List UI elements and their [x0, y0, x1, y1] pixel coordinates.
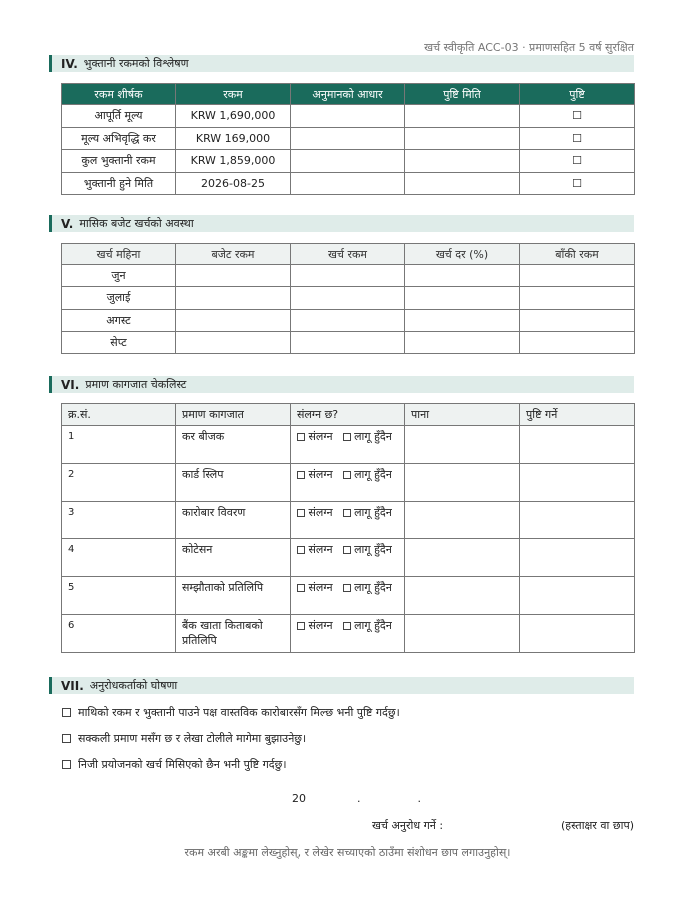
- declaration-item: [62, 705, 400, 720]
- declaration-text: सक्कली प्रमाण मसँग छ र लेखा टोलीले मागेमा बुझाउनेछु।: [78, 732, 307, 745]
- confirm-checkbox[interactable]: ☐: [520, 150, 635, 173]
- attached-label: संलग्न: [308, 543, 333, 557]
- remaining-cell[interactable]: [520, 265, 635, 287]
- section-7-number: VII.: [61, 678, 84, 693]
- table-row: [62, 105, 635, 128]
- column-header: पाना: [405, 404, 520, 426]
- pages-cell[interactable]: [405, 501, 520, 539]
- rate-cell[interactable]: [405, 331, 520, 353]
- attached-checkbox[interactable]: [297, 509, 305, 517]
- column-header: पुष्टि: [520, 84, 635, 105]
- attached-label: संलग्न: [308, 581, 333, 595]
- attached-options: [291, 614, 405, 652]
- not-applicable-checkbox[interactable]: [343, 509, 351, 517]
- column-header: बाँकी रकम: [520, 244, 635, 265]
- attached-label: संलग्न: [308, 618, 333, 632]
- basis-cell[interactable]: [291, 150, 405, 173]
- pages-cell[interactable]: [405, 614, 520, 652]
- verifier-cell[interactable]: [520, 614, 635, 652]
- declaration-item: [62, 757, 287, 772]
- confirm-date-cell[interactable]: [405, 150, 520, 173]
- attached-checkbox[interactable]: [297, 546, 305, 554]
- not-applicable-checkbox[interactable]: [343, 622, 351, 630]
- amount-cell: KRW 1,859,000: [176, 150, 291, 173]
- spent-cell[interactable]: [291, 331, 405, 353]
- column-header: अनुमानको आधार: [291, 84, 405, 105]
- month-cell: जुलाई: [62, 287, 176, 309]
- document-name: सम्झौताको प्रतिलिपि: [176, 577, 291, 615]
- attached-checkbox[interactable]: [297, 584, 305, 592]
- month-cell: जुन: [62, 265, 176, 287]
- column-header: खर्च रकम: [291, 244, 405, 265]
- remaining-cell[interactable]: [520, 331, 635, 353]
- basis-cell[interactable]: [291, 172, 405, 195]
- not-applicable-label: लागू हुँदैन: [354, 618, 392, 632]
- verifier-cell[interactable]: [520, 577, 635, 615]
- section-4-number: IV.: [61, 56, 78, 71]
- confirm-checkbox[interactable]: ☐: [520, 172, 635, 195]
- amount-title-cell: आपूर्ति मूल्य: [62, 105, 176, 128]
- column-header: क्र.सं.: [62, 404, 176, 426]
- attached-checkbox[interactable]: [297, 622, 305, 630]
- column-header: रकम शीर्षक: [62, 84, 176, 105]
- not-applicable-checkbox[interactable]: [343, 546, 351, 554]
- table-row: [62, 309, 635, 331]
- pages-cell[interactable]: [405, 463, 520, 501]
- requester-signature-label: खर्च अनुरोध गर्ने :: [372, 819, 444, 832]
- attached-options: [291, 539, 405, 577]
- date-separator: .: [357, 792, 361, 805]
- not-applicable-label: लागू हुँदैन: [354, 543, 392, 557]
- section-7-title: अनुरोधकर्ताको घोषणा: [89, 679, 178, 692]
- declaration-checkbox[interactable]: [62, 708, 71, 717]
- section-7-heading: [49, 677, 634, 694]
- column-header: संलग्न छ?: [291, 404, 405, 426]
- spent-cell[interactable]: [291, 265, 405, 287]
- pages-cell[interactable]: [405, 577, 520, 615]
- row-number: 2: [62, 463, 176, 501]
- row-number: 1: [62, 426, 176, 464]
- date-year-prefix: 20: [292, 792, 306, 805]
- amount-cell: 2026-08-25: [176, 172, 291, 195]
- form-header-note: खर्च स्वीकृति ACC-03 · प्रमाणसहित 5 वर्ष सुरक्षित: [424, 41, 634, 54]
- row-number: 5: [62, 577, 176, 615]
- column-header: प्रमाण कागजात: [176, 404, 291, 426]
- attached-checkbox[interactable]: [297, 433, 305, 441]
- confirm-date-cell[interactable]: [405, 127, 520, 150]
- table-row: [62, 172, 635, 195]
- verifier-cell[interactable]: [520, 426, 635, 464]
- document-name: कर बीजक: [176, 426, 291, 464]
- date-separator: .: [417, 792, 421, 805]
- basis-cell[interactable]: [291, 105, 405, 128]
- section-5-heading: [49, 215, 634, 232]
- evidence-checklist-table: [61, 403, 635, 653]
- payment-analysis-table: [61, 83, 635, 195]
- amount-title-cell: कुल भुक्तानी रकम: [62, 150, 176, 173]
- attached-label: संलग्न: [308, 505, 333, 519]
- section-4-title: भुक्तानी रकमको विश्लेषण: [83, 57, 189, 70]
- amount-title-cell: भुक्तानी हुने मिति: [62, 172, 176, 195]
- spent-cell[interactable]: [291, 287, 405, 309]
- date-field[interactable]: [292, 792, 421, 805]
- spent-cell[interactable]: [291, 309, 405, 331]
- attached-options: [291, 463, 405, 501]
- declaration-checkbox[interactable]: [62, 734, 71, 743]
- rate-cell[interactable]: [405, 287, 520, 309]
- attached-options: [291, 501, 405, 539]
- footer-instruction: रकम अरबी अङ्कमा लेख्नुहोस्, र लेखेर सच्याएको ठाउँमा संशोधन छाप लगाउनुहोस्।: [184, 846, 511, 859]
- amount-title-cell: मूल्य अभिवृद्धि कर: [62, 127, 176, 150]
- attached-options: [291, 577, 405, 615]
- pages-cell[interactable]: [405, 539, 520, 577]
- table-row: [62, 265, 635, 287]
- table-row: [62, 127, 635, 150]
- verifier-cell[interactable]: [520, 463, 635, 501]
- budget-cell[interactable]: [176, 309, 291, 331]
- verifier-cell[interactable]: [520, 501, 635, 539]
- row-number: 3: [62, 501, 176, 539]
- column-header: पुष्टि मिति: [405, 84, 520, 105]
- section-5-number: V.: [61, 216, 74, 231]
- column-header: बजेट रकम: [176, 244, 291, 265]
- column-header: खर्च दर (%): [405, 244, 520, 265]
- column-header: खर्च महिना: [62, 244, 176, 265]
- section-6-number: VI.: [61, 377, 80, 392]
- row-number: 6: [62, 614, 176, 652]
- signature-or-seal-note[interactable]: (हस्ताक्षर वा छाप): [561, 819, 634, 832]
- document-name: कार्ड स्लिप: [176, 463, 291, 501]
- not-applicable-checkbox[interactable]: [343, 433, 351, 441]
- confirm-date-cell[interactable]: [405, 105, 520, 128]
- table-row: [62, 577, 635, 615]
- not-applicable-label: लागू हुँदैन: [354, 430, 392, 443]
- budget-cell[interactable]: [176, 287, 291, 309]
- amount-cell: KRW 1,690,000: [176, 105, 291, 128]
- not-applicable-checkbox[interactable]: [343, 584, 351, 592]
- table-row: [62, 331, 635, 353]
- basis-cell[interactable]: [291, 127, 405, 150]
- remaining-cell[interactable]: [520, 309, 635, 331]
- table-row: [62, 426, 635, 464]
- verifier-cell[interactable]: [520, 539, 635, 577]
- declaration-text: माथिको रकम र भुक्तानी पाउने पक्ष वास्तविक कारोबारसँग मिल्छ भनी पुष्टि गर्दछु।: [78, 706, 400, 719]
- attached-options: [291, 426, 405, 464]
- confirm-checkbox[interactable]: ☐: [520, 127, 635, 150]
- column-header: पुष्टि गर्ने: [520, 404, 635, 426]
- confirm-checkbox[interactable]: ☐: [520, 105, 635, 128]
- section-6-heading: [49, 376, 634, 393]
- table-row: [62, 539, 635, 577]
- row-number: 4: [62, 539, 176, 577]
- attached-label: संलग्न: [308, 467, 333, 481]
- declaration-item: [62, 731, 306, 746]
- budget-cell[interactable]: [176, 265, 291, 287]
- amount-cell: KRW 169,000: [176, 127, 291, 150]
- section-6-title: प्रमाण कागजात चेकलिस्ट: [85, 378, 187, 391]
- column-header: रकम: [176, 84, 291, 105]
- section-5-title: मासिक बजेट खर्चको अवस्था: [79, 217, 194, 230]
- table-header-row: [62, 244, 635, 265]
- table-row: [62, 614, 635, 652]
- section-4-heading: [49, 55, 634, 72]
- table-row: [62, 463, 635, 501]
- table-row: [62, 501, 635, 539]
- table-header-row: [62, 404, 635, 426]
- declaration-text: निजी प्रयोजनको खर्च मिसिएको छैन भनी पुष्टि गर्दछु।: [78, 758, 287, 771]
- monthly-budget-table: [61, 243, 635, 354]
- budget-cell[interactable]: [176, 331, 291, 353]
- attached-label: संलग्न: [308, 430, 333, 443]
- confirm-date-cell[interactable]: [405, 172, 520, 195]
- table-row: [62, 150, 635, 173]
- rate-cell[interactable]: [405, 309, 520, 331]
- month-cell: सेप्ट: [62, 331, 176, 353]
- not-applicable-label: लागू हुँदैन: [354, 467, 392, 481]
- declaration-checkbox[interactable]: [62, 760, 71, 769]
- rate-cell[interactable]: [405, 265, 520, 287]
- remaining-cell[interactable]: [520, 287, 635, 309]
- table-row: [62, 287, 635, 309]
- document-name: कारोबार विवरण: [176, 501, 291, 539]
- pages-cell[interactable]: [405, 426, 520, 464]
- not-applicable-label: लागू हुँदैन: [354, 505, 392, 519]
- table-header-row: [62, 84, 635, 105]
- document-name: कोटेसन: [176, 539, 291, 577]
- month-cell: अगस्ट: [62, 309, 176, 331]
- not-applicable-label: लागू हुँदैन: [354, 581, 392, 595]
- attached-checkbox[interactable]: [297, 471, 305, 479]
- document-name: बैंक खाता किताबको प्रतिलिपि: [176, 614, 291, 652]
- not-applicable-checkbox[interactable]: [343, 471, 351, 479]
